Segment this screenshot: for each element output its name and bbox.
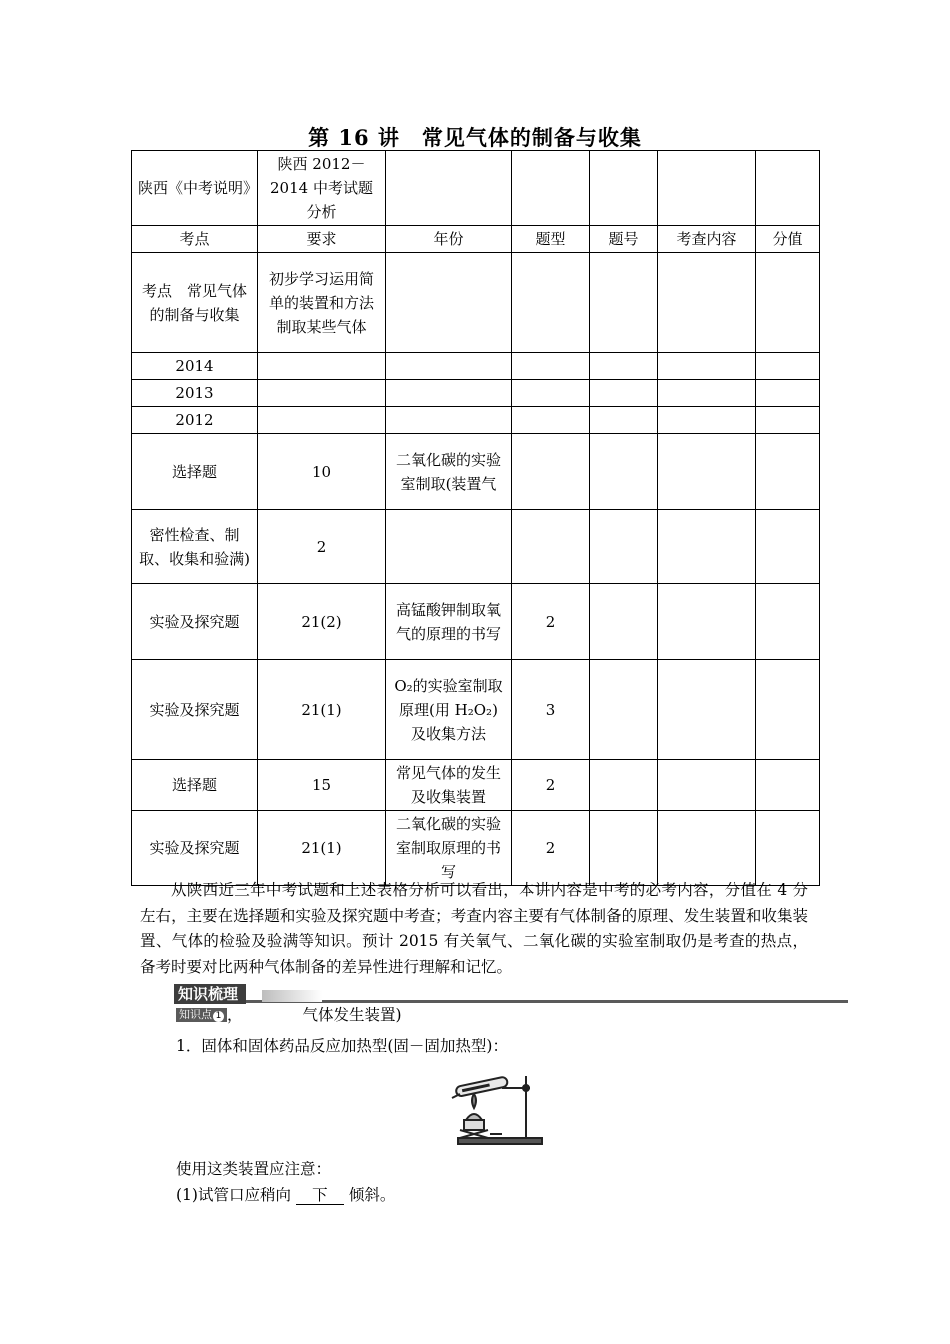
table-cell: 实验及探究题	[132, 660, 258, 760]
kp-suffix: ，	[227, 1006, 243, 1024]
table-cell: 分值	[756, 226, 820, 253]
note-1-suffix: 倾斜。	[348, 1186, 396, 1204]
heating-test-tube-apparatus-icon	[440, 1068, 548, 1148]
exam-analysis-table	[131, 150, 820, 886]
table-cell	[756, 584, 820, 660]
table-cell	[658, 353, 756, 380]
table-row	[132, 510, 820, 584]
table-cell: 2	[512, 760, 590, 811]
knowledge-point-badge	[176, 1008, 227, 1022]
table-cell	[512, 380, 590, 407]
table-cell	[590, 353, 658, 380]
table-cell	[658, 811, 756, 886]
table-cell	[658, 253, 756, 353]
table-cell	[756, 660, 820, 760]
table-cell: 考查内容	[658, 226, 756, 253]
table-cell: 选择题	[132, 434, 258, 510]
kp-badge-label: 知识点	[179, 1008, 212, 1021]
table-cell	[258, 380, 386, 407]
table-cell	[590, 584, 658, 660]
table-cell	[386, 253, 512, 353]
table-row	[132, 407, 820, 434]
kp-number: 1	[213, 1011, 224, 1022]
table-cell: 2012	[132, 407, 258, 434]
table-cell: 要求	[258, 226, 386, 253]
section-tag: 知识梳理	[174, 984, 246, 1004]
table-cell	[756, 407, 820, 434]
table-cell: 年份	[386, 226, 512, 253]
table-cell	[386, 353, 512, 380]
table-row	[132, 253, 820, 353]
table-cell: 二氧化碳的实验室制取(装置气	[386, 434, 512, 510]
table-cell: 常见气体的发生及收集装置	[386, 760, 512, 811]
table-cell	[756, 811, 820, 886]
table-cell: 选择题	[132, 760, 258, 811]
table-cell	[756, 510, 820, 584]
table-cell	[512, 510, 590, 584]
table-cell: 21(1)	[258, 660, 386, 760]
table-row	[132, 226, 820, 253]
table-cell: 2	[512, 811, 590, 886]
table-cell	[258, 353, 386, 380]
table-cell	[512, 434, 590, 510]
knowledge-point-heading	[176, 1005, 402, 1025]
table-cell	[590, 380, 658, 407]
table-row	[132, 151, 820, 226]
table-cell: 密性检查、制取、收集和验满)	[132, 510, 258, 584]
table-cell: 21(1)	[258, 811, 386, 886]
table-cell	[258, 407, 386, 434]
table-cell	[512, 151, 590, 226]
table-row	[132, 760, 820, 811]
table-row	[132, 660, 820, 760]
table-cell: 考点	[132, 226, 258, 253]
table-cell: O₂的实验室制取原理(用 H₂O₂)及收集方法	[386, 660, 512, 760]
table-cell	[658, 584, 756, 660]
table-cell	[658, 380, 756, 407]
table-cell	[756, 760, 820, 811]
table-cell	[756, 353, 820, 380]
table-cell	[590, 660, 658, 760]
section-header	[174, 984, 848, 1004]
note-1-blank-answer: 下	[296, 1186, 344, 1205]
table-row	[132, 434, 820, 510]
table-cell: 2013	[132, 380, 258, 407]
table-cell	[658, 510, 756, 584]
table-cell	[512, 253, 590, 353]
table-cell: 二氧化碳的实验室制取原理的书写	[386, 811, 512, 886]
table-row	[132, 584, 820, 660]
table-cell: 初步学习运用简单的装置和方法制取某些气体	[258, 253, 386, 353]
table-cell	[590, 253, 658, 353]
table-cell	[386, 407, 512, 434]
note-1-prefix: (1)试管口应稍向	[176, 1186, 291, 1204]
table-row	[132, 380, 820, 407]
analysis-paragraph: 从陕西近三年中考试题和上述表格分析可以看出，本讲内容是中考的必考内容，分值在 4 分左右，主要在选择题和实验及探究题中考查；考查内容主要有气体制备的原理、发生装置和收集装置、气体的检验及验满等知识。预计 2015 有关氧气、二氧化碳的实验室制取仍是考查的热点，备考时要对比两种气体制备的差异性进行理解和记忆。	[140, 881, 808, 976]
table-cell	[658, 434, 756, 510]
notes-heading: 使用这类装置应注意：	[176, 1160, 332, 1178]
table-cell	[658, 660, 756, 760]
table-cell: 10	[258, 434, 386, 510]
table-cell	[512, 353, 590, 380]
table-cell	[386, 380, 512, 407]
table-cell: 题号	[590, 226, 658, 253]
table-cell: 实验及探究题	[132, 584, 258, 660]
table-cell: 实验及探究题	[132, 811, 258, 886]
table-cell	[756, 380, 820, 407]
table-cell	[756, 151, 820, 226]
table-cell	[756, 253, 820, 353]
kp-title: 气体发生装置)	[302, 1006, 402, 1024]
table-cell	[590, 434, 658, 510]
table-cell: 15	[258, 760, 386, 811]
table-cell	[386, 510, 512, 584]
table-cell: 陕西 2012－2014 中考试题分析	[258, 151, 386, 226]
table-cell	[590, 760, 658, 811]
table-cell: 2	[512, 584, 590, 660]
table-cell: 3	[512, 660, 590, 760]
note-1	[176, 1183, 395, 1205]
table-cell	[590, 510, 658, 584]
table-cell	[512, 407, 590, 434]
table-cell	[386, 151, 512, 226]
table-cell	[658, 151, 756, 226]
table-cell: 题型	[512, 226, 590, 253]
item-1-text: 1．固体和固体药品反应加热型(固－固加热型)：	[176, 1037, 508, 1055]
table-row	[132, 353, 820, 380]
table-cell	[658, 407, 756, 434]
page-title: 第 16 讲 常见气体的制备与收集	[308, 125, 642, 150]
table-cell: 2	[258, 510, 386, 584]
table-cell: 考点 常见气体的制备与收集	[132, 253, 258, 353]
table-cell: 高锰酸钾制取氧气的原理的书写	[386, 584, 512, 660]
section-shade	[262, 990, 322, 1002]
table-cell	[590, 811, 658, 886]
table-cell: 2014	[132, 353, 258, 380]
table-cell	[756, 434, 820, 510]
table-cell	[658, 760, 756, 811]
table-cell	[590, 151, 658, 226]
table-cell	[590, 407, 658, 434]
table-row	[132, 811, 820, 886]
table-cell: 陕西《中考说明》	[132, 151, 258, 226]
table-cell: 21(2)	[258, 584, 386, 660]
